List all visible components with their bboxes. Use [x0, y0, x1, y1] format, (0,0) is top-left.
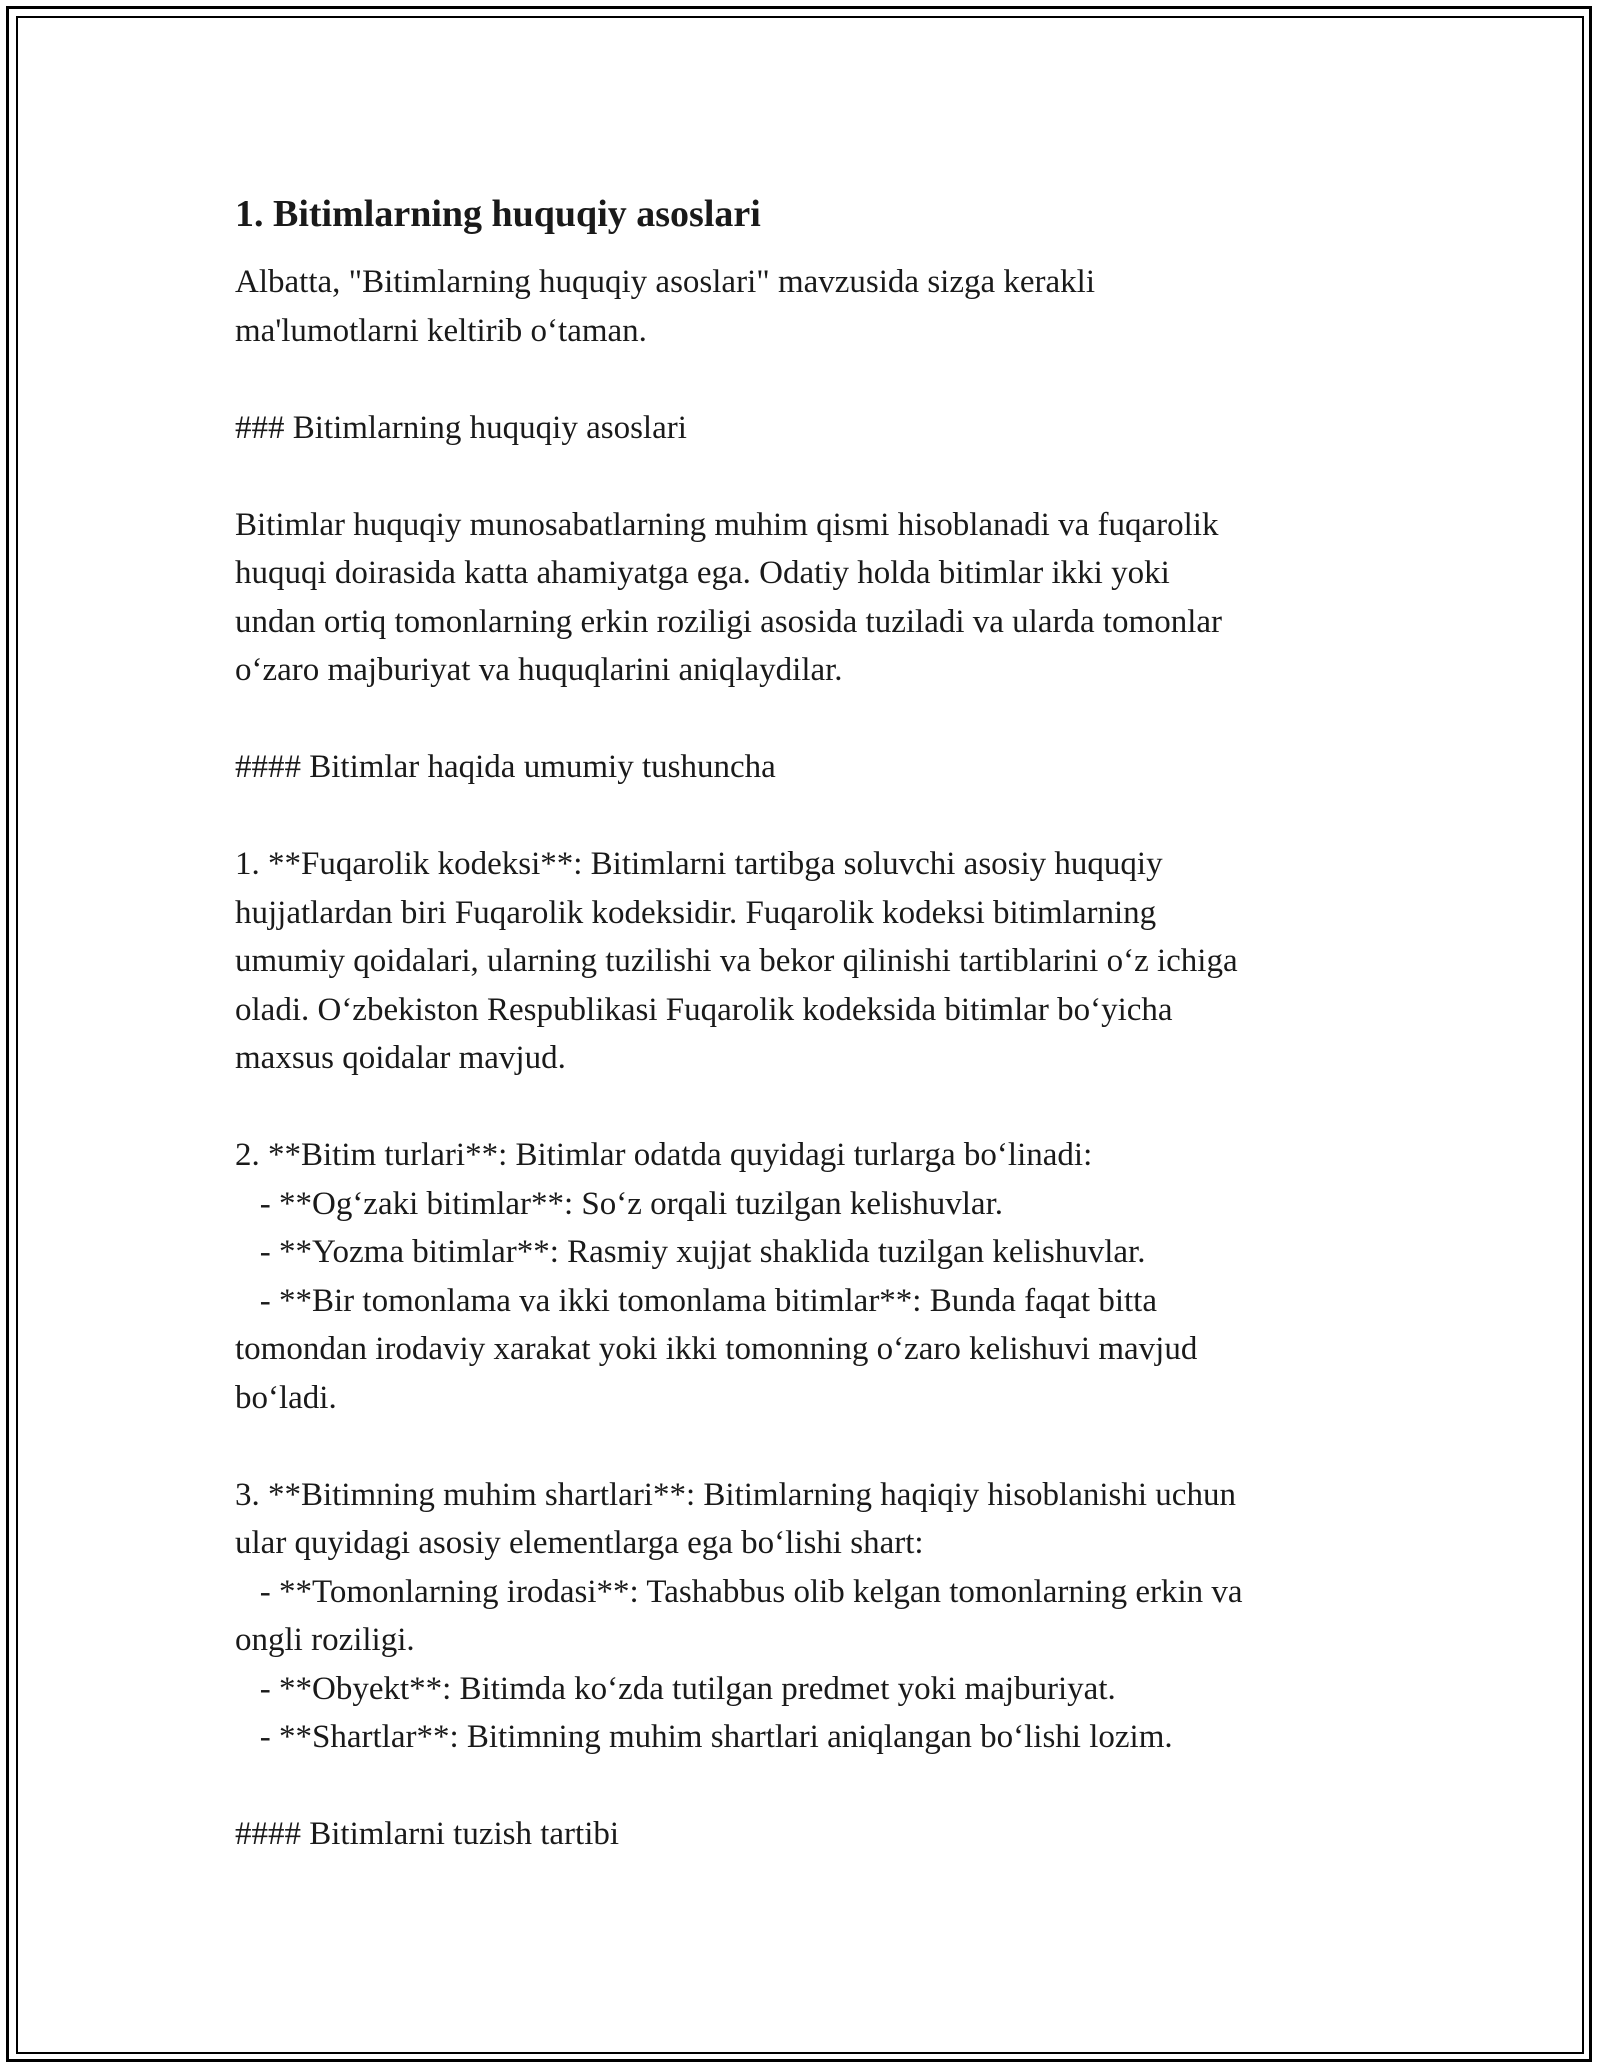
- paragraph-spacer: [235, 695, 1375, 744]
- paragraph-spacer: [235, 1083, 1375, 1132]
- paragraph-spacer: [235, 355, 1375, 404]
- markdown-heading-h4-general: #### Bitimlar haqida umumiy tushuncha: [235, 749, 776, 785]
- list-item-conditions: 3. **Bitimning muhim shartlari**: Bitimlarning haqiqiy hisoblanishi uchun ular quyidagi asosiy elementlarga ega bo‘lishi shart: - **Tomonlarning irodasi**: Tashabbus olib kelgan tomonlarning erkin va ongli roziligi. - **Obyekt**: Bitimda ko‘zda tutilgan predmet yoki majburiyat. - **Shartlar**: Bitimning muhim shartlari aniqlangan bo‘lishi lozim.: [235, 1476, 1243, 1755]
- list-item-civil-code: 1. **Fuqarolik kodeksi**: Bitimlarni tartibga soluvchi asosiy huquqiy hujjatlardan biri Fuqarolik kodeksidir. Fuqarolik kodeksi bitimlarning umumiy qoidalari, ularning tuzilishi va bekor qilinishi tartiblarini o‘z ichiga oladi. O‘zbekiston Respublikasi Fuqarolik kodeksida bitimlar bo‘yicha maxsus qoidalar mavjud.: [235, 846, 1238, 1076]
- markdown-heading-h3: ### Bitimlarning huquqiy asoslari: [235, 409, 687, 446]
- intro-paragraph: Albatta, "Bitimlarning huquqiy asoslari" mavzusida sizga kerakli ma'lumotlarni keltirib o‘taman.: [235, 264, 1095, 349]
- overview-paragraph: Bitimlar huquqiy munosabatlarning muhim qismi hisoblanadi va fuqarolik huquqi doirasida katta ahamiyatga ega. Odatiy holda bitimlar ikki yoki undan ortiq tomonlarning erkin roziligi asosida tuziladi va ularda tomonlar o‘zaro majburiyat va huquqlarini aniqlaydilar.: [235, 506, 1223, 688]
- paragraph-spacer: [235, 452, 1375, 501]
- paragraph-spacer: [235, 1422, 1375, 1471]
- markdown-heading-h4-procedure: #### Bitimlarni tuzish tartibi: [235, 1816, 620, 1852]
- paragraph-spacer: [235, 1762, 1375, 1811]
- document-body: [235, 188, 1375, 1859]
- list-item-types: 2. **Bitim turlari**: Bitimlar odatda quyidagi turlarga bo‘linadi: - **Og‘zaki bitimlar**: So‘z orqali tuzilgan kelishuvlar. - **Yozma bitimlar**: Rasmiy xujjat shaklida tuzilgan kelishuvlar. - **Bir tomonlama va ikki tomonlama bitimlar**: Bunda faqat bitta tomondan irodaviy xarakat yoki ikki tomonning o‘zaro kelishuvi mavjud bo‘ladi.: [235, 1137, 1198, 1416]
- document-title: 1. Bitimlarning huquqiy asoslari: [235, 193, 761, 235]
- paragraph-spacer: [235, 792, 1375, 841]
